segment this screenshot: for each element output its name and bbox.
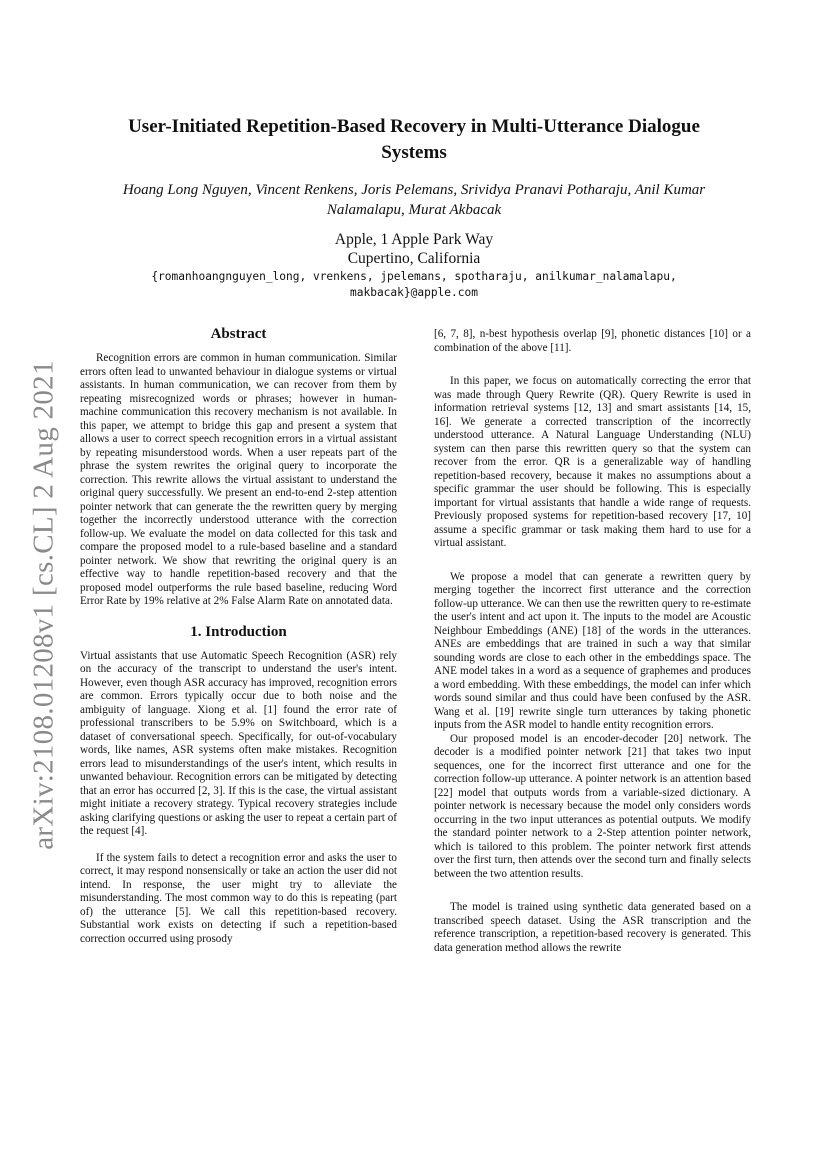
arxiv-sidebar xyxy=(24,360,64,850)
right-paragraph-0: [6, 7, 8], n-best hypothesis overlap [9], phonetic distances [10] or a combination of the above [11]. xyxy=(434,328,751,354)
right-paragraph-1: In this paper, we focus on automatically correcting the error that was made through Query Rewrite (QR). Query Rewrite is used in information retrieval systems [12, 13] and smart assistants [14, 15, 16]. We generate a corrected transcription of the incorrectly understood utterance. A Natural Language Understanding (NLU) system can then parse this rewritten query so that the system can recover from the error. QR is a generalizable way of handling repetition-based recovery, because it makes no assumptions about a specific grammar the user should be following. This is especially important for virtual assistants that handle a wide range of requests. Previously proposed systems for repetition-based recovery [17, 10] assume a specific grammar or task making them hard to use for a virtual assistant. xyxy=(434,375,751,549)
affiliation-line-2: Cupertino, California xyxy=(347,250,481,267)
intro-paragraph-2: If the system fails to detect a recognition error and asks the user to correct, it may respond nonsensically or take an action the user did not intend. In response, the user might try to alleviate the misunderstanding. The most common way to do this is repeating (part of) the utterance [5]. We call this repetition-based recovery. Substantial work exists on detecting if such a repetition-based correction occurred using prosody xyxy=(80,851,397,945)
abstract-heading: Abstract xyxy=(210,326,267,342)
right-paragraph-4: The model is trained using synthetic data generated based on a transcribed speech dataset. Using the ASR transcription and the reference transcription, a repetition-based recovery is generated. This data generation method allows the rewrite xyxy=(434,901,751,954)
left-column xyxy=(80,325,397,946)
right-column xyxy=(434,328,751,955)
author-list: Hoang Long Nguyen, Vincent Renkens, Joris Pelemans, Srividya Pranavi Potharaju, Anil Kumar Nalamalapu, Murat Akbacak xyxy=(122,182,706,218)
introduction-heading: 1. Introduction xyxy=(190,623,287,640)
affiliation xyxy=(110,230,718,268)
paper-title: User-Initiated Repetition-Based Recovery in Multi-Utterance Dialogue Systems xyxy=(128,116,700,163)
author-emails: {romanhoangnguyen_long, vrenkens, jpelemans, spotharaju, anilkumar_nalamalapu, makbacak}@apple.com xyxy=(151,270,677,299)
abstract-text: Recognition errors are common in human communication. Similar errors often lead to unwanted behaviour in dialogue systems or virtual assistants. In human communication, we can recover from them by repeating misrecognized words or phrases; however in human-machine communication this recovery mechanism is not available. In this paper, we attempt to bridge this gap and present a system that allows a user to correct speech recognition errors in a virtual assistant by repeating misunderstood words. When a user repeats part of the phrase the system rewrites the original query to incorporate the correction. This rewrite allows the virtual assistant to understand the original query successfully. We present an end-to-end 2-step attention pointer network that can generate the the rewritten query by merging together the incorrectly understood utterance with the correction follow-up. We evaluate the model on data collected for this task and compare the proposed model to a rule-based baseline and a standard pointer network. We show that rewriting the original query is an effective way to handle repetition-based recovery and that the proposed model outperforms the rule based baseline, reducing Word Error Rate by 19% relative at 2% False Alarm Rate on annotated data. xyxy=(80,352,397,607)
intro-paragraph-1: Virtual assistants that use Automatic Speech Recognition (ASR) rely on the accuracy of the transcript to understand the user's intent. However, even though ASR accuracy has improved, recognition errors are common. Errors typically occur due to both noise and the ambiguity of language. Xiong et al. [1] found the error rate of professional transcribers to be 5.9% on Switchboard, which is a dataset of conversational speech. Specifically, for out-of-vocabulary words, like names, ASR systems often make mistakes. Recognition errors lead to misunderstandings of the user's intent, which results in unwanted behaviour. Recognition errors can be mitigated by detecting that an error has occurred [2, 3]. If this is the case, the virtual assistant might initiate a recovery strategy. Typical recovery strategies include asking clarifying questions or asking the user to repeat a certain part of the request [4]. xyxy=(80,649,397,837)
arxiv-identifier: arXiv:2108.01208v1 [cs.CL] 2 Aug 2021 xyxy=(27,360,60,850)
affiliation-line-1: Apple, 1 Apple Park Way xyxy=(334,231,494,248)
right-paragraph-3: Our proposed model is an encoder-decoder [20] network. The decoder is a modified pointer network [21] that takes two input sequences, one for the incorrect first utterance and one for the correction follow-up utterance. A pointer network is an attention based [22] model that outputs words from a variable-sized dictionary. A pointer network is necessary because the model only considers words occurring in the two input utterances as potential outputs. We modify the standard pointer network to a 2-Step attention pointer network, which is tailored to this problem. The pointer network first attends over the first turn, then attends over the second turn and finally selects between the two attention results. xyxy=(434,732,751,880)
right-paragraph-2: We propose a model that can generate a rewritten query by merging together the incorrect first utterance and the correction follow-up utterance. We can then use the rewritten query to re-estimate the user's intent and act upon it. The inputs to the model are Acoustic Neighbour Embeddings (ANE) [18] of the words in the utterances. ANEs are embeddings that are trained in such a way that similar sounding words are close to each other in the embeddings space. The ANE model takes in a word as a sequence of graphemes and produces a word embedding. With these embeddings, the model can infer which words sound similar and thus could have been confused by the ASR. Wang et al. [19] rewrite single turn utterances by taking phonetic inputs from the ASR model to handle entity recognition errors. xyxy=(434,570,751,731)
